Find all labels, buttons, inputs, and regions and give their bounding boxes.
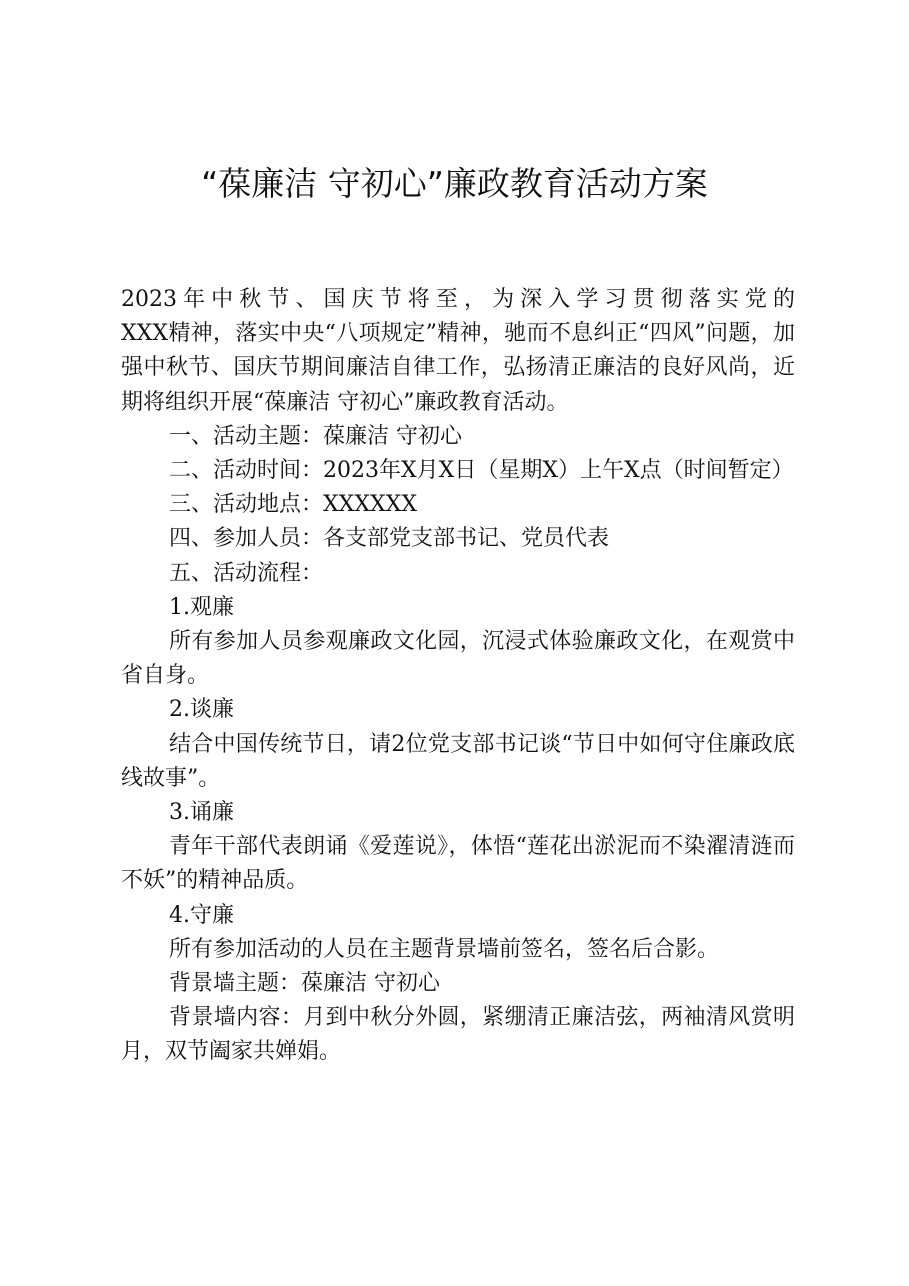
backdrop-theme-line: 背景墙主题：葆廉洁 守初心	[169, 971, 440, 997]
theme-section	[121, 420, 795, 454]
step-text: 青年干部代表朗诵《爱莲说》，体悟“莲花出淤泥而不染濯清涟而不妖”的精神品质。	[121, 834, 795, 894]
step-heading: 3.诵廉	[169, 800, 234, 826]
step-heading: 1.观廉	[169, 594, 234, 620]
document-body	[121, 283, 795, 1070]
step-heading: 2.谈廉	[169, 697, 234, 723]
participants-label: 四、参加人员：	[169, 526, 324, 552]
location-section	[121, 488, 795, 522]
location-value: XXXXXX	[323, 492, 417, 518]
time-value: 2023年X月X日（星期X）上午X点（时间暂定）	[323, 458, 794, 484]
step-text: 结合中国传统节日，请2位党支部书记谈“节日中如何守住廉政底线故事”。	[121, 731, 795, 791]
intro-line-1: 2023年中秋节、国庆节将至，为深入学习贯彻落实党的	[121, 287, 795, 312]
document-title: “葆廉洁 守初心”廉政教育活动方案	[201, 164, 708, 203]
step-text: 所有参加活动的人员在主题背景墙前签名，签名后合影。	[169, 936, 720, 962]
process-label: 五、活动流程：	[169, 560, 324, 586]
step-text: 所有参加人员参观廉政文化园，沉浸式体验廉政文化，在观赏中省自身。	[121, 629, 795, 689]
backdrop-content-line: 背景墙内容：月到中秋分外圆，紧绷清正廉洁弦，两袖清风赏明月，双节阖家共婵娟。	[121, 1005, 795, 1065]
process-section	[121, 557, 795, 591]
intro-paragraph	[121, 283, 795, 317]
intro-paragraph-rest: XXX精神，落实中央“八项规定”精神，驰而不息纠正“四风”问题，加强中秋节、国庆节期间廉洁自律工作，弘扬清正廉洁的良好风尚，近期将组织开展“葆廉洁 守初心”廉政教育活动。	[121, 321, 795, 415]
location-label: 三、活动地点：	[169, 492, 324, 518]
time-section	[121, 454, 795, 488]
participants-value: 各支部党支部书记、党员代表	[323, 526, 610, 552]
step-heading: 4.守廉	[169, 902, 234, 928]
participants-section	[121, 522, 795, 556]
theme-value: 葆廉洁 守初心	[323, 423, 463, 449]
theme-label: 一、活动主题：	[169, 423, 324, 449]
time-label: 二、活动时间：	[169, 458, 324, 484]
